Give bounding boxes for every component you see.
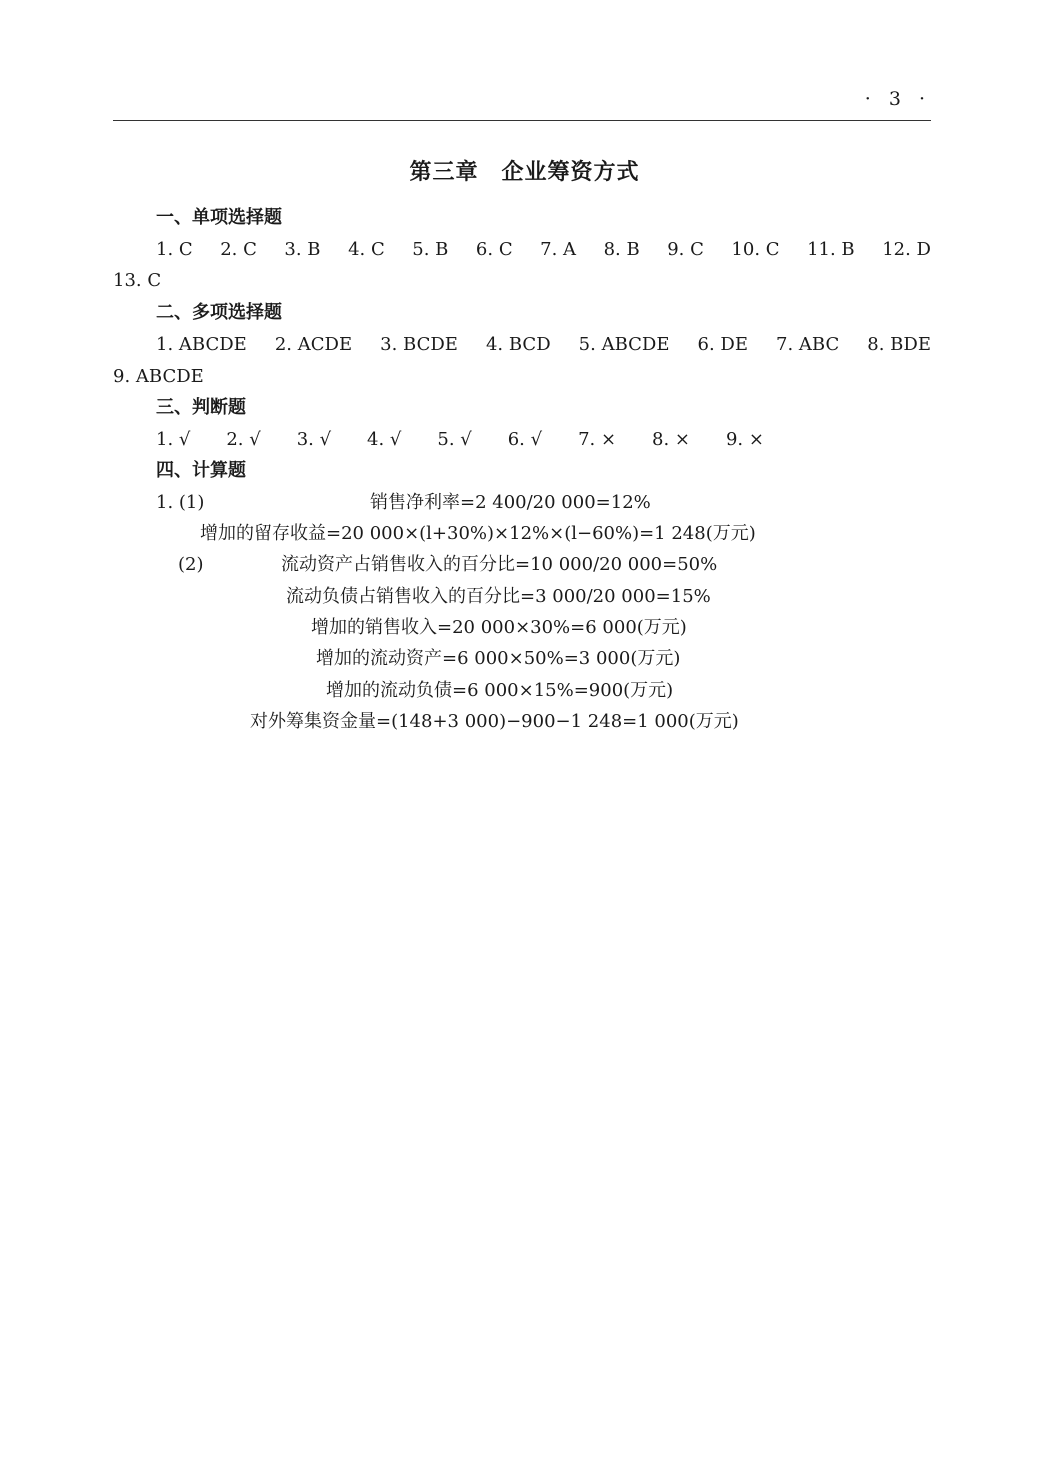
answer-item: 1. √ (156, 429, 191, 450)
answer-item: 7. ABC (776, 334, 840, 355)
answer-item: 11. B (807, 239, 855, 260)
answer-item: 8. × (652, 429, 690, 450)
section-heading-multiple-choice: 二、多项选择题 (156, 302, 282, 323)
answer-item: 7. A (540, 239, 577, 260)
calc-line: 流动负债占销售收入的百分比=3 000/20 000=15% (286, 586, 711, 607)
answer-item: 9. C (667, 239, 704, 260)
answer-item: 6. DE (697, 334, 748, 355)
answer-item: 2. C (220, 239, 257, 260)
true-false-answers-row1 (156, 428, 764, 452)
section-heading-single-choice: 一、单项选择题 (156, 207, 282, 228)
answer-item: 4. √ (367, 429, 402, 450)
single-choice-answers-row2: 13. C (113, 270, 162, 291)
answer-item: 6. C (475, 239, 513, 260)
single-choice-answers-row1 (156, 238, 931, 262)
answer-item: 4. BCD (485, 334, 551, 355)
calc-line: 销售净利率=2 400/20 000=12% (370, 492, 651, 513)
multiple-choice-answers-row2: 9. ABCDE (113, 366, 204, 387)
calc-line: 增加的留存收益=20 000×(l+30%)×12%×(l−60%)=1 248(万元) (200, 523, 756, 544)
answer-item: 5. B (412, 239, 449, 260)
answer-item: 12. D (882, 239, 931, 260)
header-rule (113, 120, 931, 121)
answer-item: 3. BCDE (380, 334, 458, 355)
answer-item: 4. C (348, 239, 385, 260)
answer-item: 1. ABCDE (156, 334, 247, 355)
page-number: · 3 · (864, 88, 931, 110)
chapter-title: 第三章 企业筹资方式 (409, 160, 640, 185)
section-heading-true-false: 三、判断题 (156, 397, 246, 418)
calc-line: 流动资产占销售收入的百分比=10 000/20 000=50% (281, 554, 718, 575)
answer-item: 9. × (725, 429, 764, 450)
answer-item: 7. × (578, 429, 617, 450)
calc-line: 增加的流动负债=6 000×15%=900(万元) (326, 680, 674, 701)
answer-item: 6. √ (507, 429, 543, 450)
answer-item: 5. ABCDE (578, 334, 670, 355)
calc-line: 对外筹集资金量=(148+3 000)−900−1 248=1 000(万元) (250, 711, 739, 732)
question-1-label: 1. (1) (156, 492, 205, 513)
answer-item: 8. BDE (867, 334, 931, 355)
answer-item: 1. C (156, 239, 193, 260)
multiple-choice-answers-row1 (156, 333, 931, 357)
answer-item: 2. ACDE (274, 334, 353, 355)
answer-item: 8. B (603, 239, 640, 260)
answer-item: 3. B (284, 239, 321, 260)
calc-line: 增加的销售收入=20 000×30%=6 000(万元) (311, 617, 687, 638)
calc-line: 增加的流动资产=6 000×50%=3 000(万元) (316, 648, 681, 669)
answer-item: 5. √ (437, 429, 472, 450)
answer-item: 2. √ (226, 429, 261, 450)
question-2-label: (2) (178, 554, 204, 575)
section-heading-calculation: 四、计算题 (156, 460, 246, 481)
answer-item: 10. C (731, 239, 780, 260)
answer-item: 3. √ (296, 429, 332, 450)
